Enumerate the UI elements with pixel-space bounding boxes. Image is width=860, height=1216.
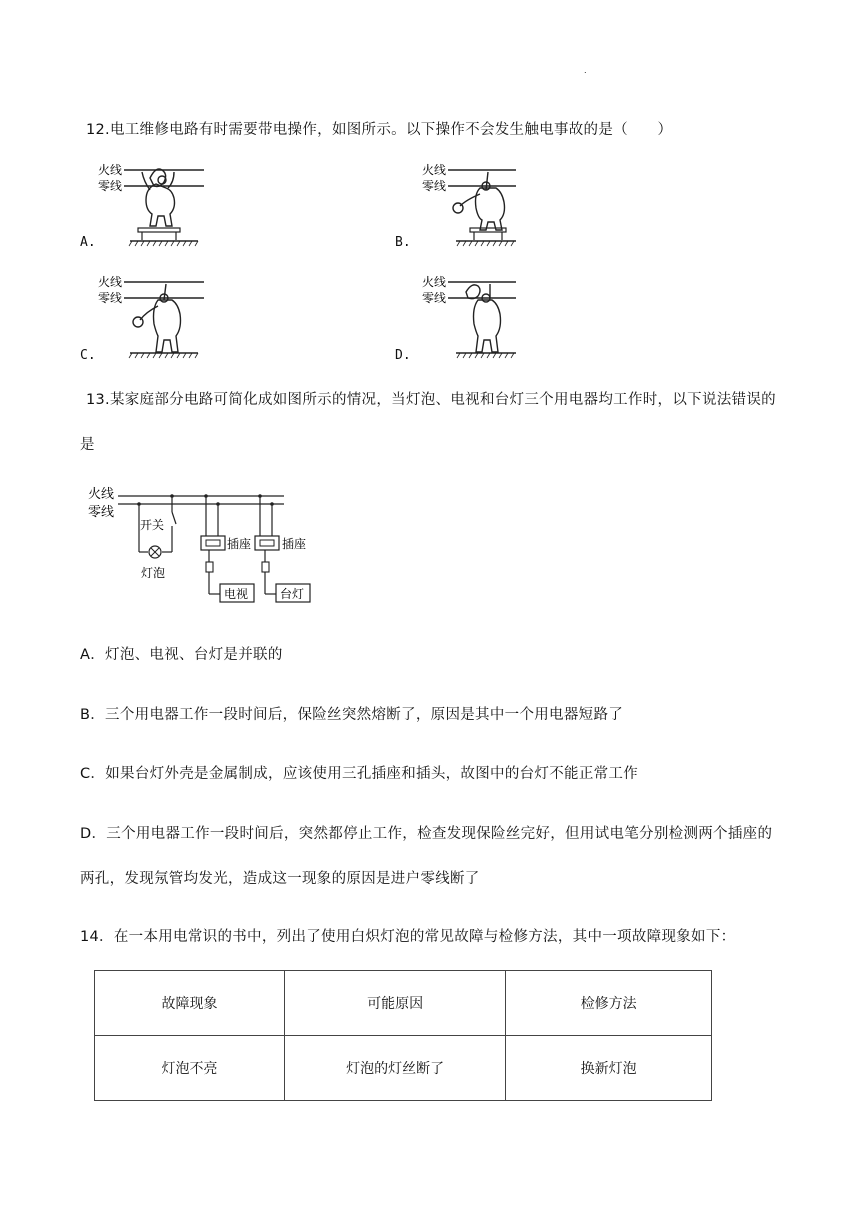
bulb-label: 灯泡 (141, 566, 166, 580)
switch-label: 开关 (140, 518, 165, 532)
plug-icon (206, 562, 213, 572)
question-13-option-d-line1: D．三个用电器工作一段时间后，突然都停止工作，检查发现保险丝完好，但用试电笔分别检测两个插座的 (80, 826, 773, 842)
table-header-cell: 检修方法 (506, 971, 712, 1036)
figure-option-b (420, 158, 520, 250)
option-b-label: B. (395, 235, 411, 250)
plug-icon (262, 562, 269, 572)
live-wire-label: 火线 (88, 487, 115, 502)
household-circuit-diagram (84, 482, 324, 610)
worker-figure (142, 169, 175, 226)
socket-1-label: 插座 (227, 537, 252, 551)
neutral-wire-label: 零线 (422, 291, 447, 305)
question-13-stem-line2: 是 (80, 437, 95, 453)
insulating-stool (138, 228, 180, 232)
figure-option-c (96, 270, 206, 362)
socket-icon (201, 536, 225, 550)
socket-icon (255, 536, 279, 550)
bulb-icon (149, 546, 161, 558)
table-header-cell: 可能原因 (284, 971, 505, 1036)
table-cell: 换新灯泡 (506, 1036, 712, 1101)
header-mark: . (584, 66, 587, 75)
tv-label: 电视 (224, 587, 249, 601)
option-c-label: C. (80, 348, 96, 363)
table-cell: 灯泡不亮 (95, 1036, 285, 1101)
neutral-wire-label: 零线 (422, 179, 447, 193)
question-12-stem: 12.电工维修电路有时需要带电操作，如图所示。以下操作不会发生触电事故的是（ ） (86, 122, 673, 138)
live-wire-label: 火线 (98, 275, 123, 289)
live-wire-label: 火线 (98, 163, 123, 177)
switch-contact (172, 512, 176, 524)
question-13-option-d-line2: 两孔，发现氖管均发光，造成这一现象的原因是进户零线断了 (80, 871, 480, 887)
table-row (95, 1036, 712, 1101)
neutral-wire-label: 零线 (88, 505, 115, 520)
question-13-stem-line1: 13.某家庭部分电路可简化成如图所示的情况，当灯泡、电视和台灯三个用电器均工作时，以下说法错误的 (86, 392, 776, 408)
worker-figure (453, 172, 505, 230)
figure-option-d (420, 270, 520, 362)
fault-table (94, 970, 712, 1101)
question-13-option-a: A．灯泡、电视、台灯是并联的 (80, 647, 283, 663)
worker-figure (133, 284, 181, 352)
neutral-wire-label: 零线 (98, 291, 123, 305)
figure-option-a (96, 158, 206, 250)
worker-figure (466, 284, 501, 352)
live-wire-label: 火线 (422, 275, 447, 289)
question-13-option-b: B．三个用电器工作一段时间后，保险丝突然熔断了，原因是其中一个用电器短路了 (80, 707, 624, 723)
neutral-wire-label: 零线 (98, 179, 123, 193)
table-cell: 灯泡的灯丝断了 (284, 1036, 505, 1101)
live-wire-label: 火线 (422, 163, 447, 177)
question-13-option-c: C．如果台灯外壳是金属制成，应该使用三孔插座和插头，故图中的台灯不能正常工作 (80, 766, 639, 782)
option-a-label: A. (80, 235, 96, 250)
lamp-label: 台灯 (280, 587, 305, 601)
option-d-label: D. (395, 348, 411, 363)
socket-2-label: 插座 (282, 537, 307, 551)
table-header-row (95, 971, 712, 1036)
table-header-cell: 故障现象 (95, 971, 285, 1036)
question-14-stem: 14．在一本用电常识的书中，列出了使用白炽灯泡的常见故障与检修方法，其中一项故障现象如下： (80, 929, 736, 945)
